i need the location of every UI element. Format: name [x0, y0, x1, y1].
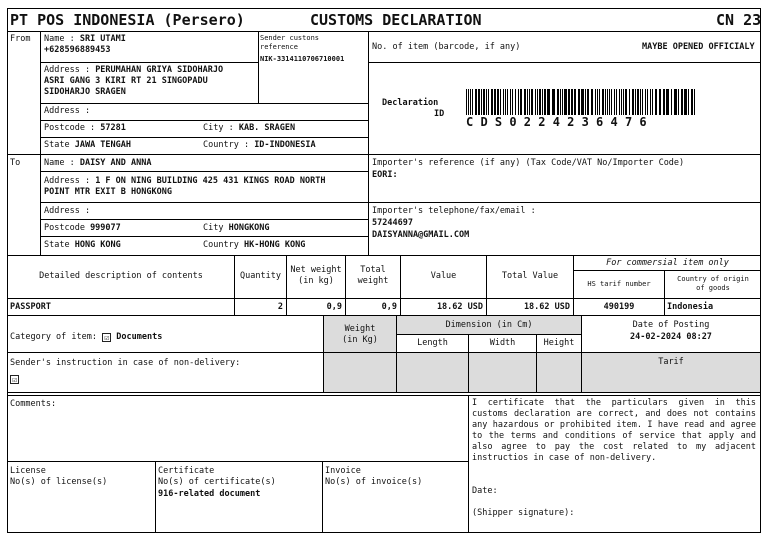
barcode-bar: [562, 89, 563, 115]
barcode-bar: [625, 89, 627, 115]
posting-date: 24-02-2024 08:27: [630, 332, 712, 342]
barcode-bar: [524, 89, 526, 115]
barcode-bar: [503, 89, 504, 115]
barcode-bar: [547, 89, 550, 115]
barcode-bar: [470, 89, 471, 115]
header-origin-2: of goods: [696, 284, 730, 292]
barcode-bar: [512, 89, 513, 115]
barcode-bar: [655, 89, 657, 115]
posting-label: Date of Posting: [632, 320, 710, 330]
company-name: PT POS INDONESIA (Persero): [10, 11, 245, 29]
barcode-bar: [552, 89, 555, 115]
barcode-bar: [666, 89, 669, 115]
barcode-bar: [518, 89, 519, 115]
divider: [7, 392, 761, 393]
length-cell-bg: [397, 352, 468, 392]
row-total-value: 18.62 USD: [523, 302, 570, 312]
header-total-weight: Total: [360, 265, 386, 275]
barcode-bar: [564, 89, 567, 115]
header-value: Value: [430, 271, 457, 281]
declaration-id-value: C D S 0 2 2 4 2 3 6 4 7 6: [466, 115, 647, 129]
barcode-bar: [629, 89, 630, 115]
barcode-bar: [529, 89, 530, 115]
table-header-bottom: [7, 298, 761, 299]
tarif-label: Tarif: [658, 357, 684, 367]
dimension-label: Dimension (in Cm): [445, 320, 533, 330]
barcode-bar: [491, 89, 493, 115]
barcode-bar: [478, 89, 480, 115]
divider: [7, 395, 761, 396]
recipient-city: City HONGKONG: [203, 223, 270, 233]
barcode-bar: [671, 89, 672, 115]
sender-city: City : KAB. SRAGEN: [203, 123, 296, 133]
barcode-bar: [678, 89, 679, 115]
opened-officially-note: MAYBE OPENED OFFICIALY: [642, 42, 755, 52]
barcode-bar: [602, 89, 604, 115]
certificate-number-label: No(s) of certificate(s): [158, 477, 276, 487]
width-cell-bg: [469, 352, 536, 392]
barcode-bar: [483, 89, 485, 115]
barcode-bar: [621, 89, 622, 115]
barcode-bar: [481, 89, 482, 115]
certificate-number-value: 916-related document: [158, 489, 261, 499]
certificate-label: Certificate: [158, 466, 215, 476]
divider: [7, 461, 468, 462]
barcode-bar: [691, 89, 693, 115]
invoice-label: Invoice: [325, 466, 361, 476]
documents-checkbox[interactable]: ☑: [102, 333, 111, 342]
height-label: Height: [543, 338, 575, 348]
header-origin: Country of origin: [677, 275, 749, 283]
recipient-country: Country HK-HONG KONG: [203, 240, 306, 250]
barcode-bar: [609, 89, 610, 115]
barcode-bar: [585, 89, 586, 115]
sender-address2-label: Address :: [44, 106, 91, 116]
sender-reference-label: Sender custons reference: [260, 34, 320, 51]
recipient-address-line2: POINT MTR EXIT B HONGKONG: [44, 187, 172, 197]
certification-text: I certificate that the particulars given in this customs declaration are correct, and does not contains any hazardous or prohibited item. I have read and agree to the terms and conditions of service that apply and also agree to pay the cost related to my adjacent instructios in case of non-delivery.: [472, 398, 756, 463]
barcode-bar: [616, 89, 617, 115]
divider: [40, 171, 368, 172]
barcode-bar: [574, 89, 576, 115]
barcode-bar: [578, 89, 580, 115]
divider: [40, 62, 258, 63]
non-delivery-checkbox-row: [10, 374, 19, 385]
barcode-bar: [571, 89, 573, 115]
barcode-bar: [652, 89, 653, 115]
invoice-number-label: No(s) of invoice(s): [325, 477, 423, 487]
divider: [40, 236, 368, 237]
barcode-bar: [647, 89, 648, 115]
category-field: Category of item: ☑ Documents: [10, 332, 163, 342]
barcode-bar: [520, 89, 522, 115]
barcode-bar: [515, 89, 516, 115]
barcode-bar: [505, 89, 506, 115]
row-quantity: 2: [277, 302, 283, 312]
divider: [7, 352, 761, 353]
barcode-bar: [637, 89, 639, 115]
divider: [40, 219, 368, 220]
recipient-state: State HONG KONG: [44, 240, 121, 250]
barcode-bar: [488, 89, 489, 115]
sender-address-line3: SIDOHARJO SRAGEN: [44, 87, 126, 97]
barcode-bar: [597, 89, 598, 115]
barcode-bar: [619, 89, 620, 115]
barcode-bar: [472, 89, 473, 115]
barcode-bar: [635, 89, 636, 115]
non-delivery-instruction-label: Sender's instruction in case of non-delivery:: [10, 358, 241, 368]
sender-country: Country : ID-INDONESIA: [203, 140, 316, 150]
barcode-bar: [539, 89, 541, 115]
barcode-bar: [623, 89, 624, 115]
row-total-weight: 0,9: [381, 302, 397, 312]
barcode-bar: [497, 89, 499, 115]
barcode-image: [466, 89, 698, 115]
barcode-bar: [632, 89, 634, 115]
recipient-name: Name : DAISY AND ANNA: [44, 158, 152, 168]
barcode-bar: [475, 89, 477, 115]
barcode-bar: [640, 89, 641, 115]
header-commercial: For commersial item only: [606, 258, 729, 268]
barcode-bar: [581, 89, 584, 115]
barcode-bar: [611, 89, 612, 115]
divider: [322, 461, 323, 533]
barcode-bar: [674, 89, 677, 115]
divider: [40, 137, 368, 138]
sender-postcode: Postcode : 57281: [44, 123, 126, 133]
sender-phone: +628596889453: [44, 45, 111, 55]
divider: [40, 103, 368, 104]
declaration-label: Declaration: [382, 98, 439, 108]
recipient-address2-label: Address :: [44, 206, 91, 216]
barcode-bar: [642, 89, 643, 115]
header-divider: [7, 31, 761, 32]
header-quantity: Quantity: [240, 271, 281, 281]
recipient-postcode: Postcode 999077: [44, 223, 121, 233]
license-number-label: No(s) of license(s): [10, 477, 108, 487]
barcode-bar: [650, 89, 651, 115]
row-net-weight: 0,9: [326, 302, 342, 312]
barcode-bar: [535, 89, 536, 115]
divider: [155, 461, 156, 533]
header-hs-tarif: HS tarif number: [587, 280, 651, 288]
barcode-bar: [510, 89, 511, 115]
sender-state: State JAWA TENGAH: [44, 140, 132, 150]
importer-contact-label: Importer's telephone/fax/email :: [372, 206, 536, 216]
eori-label: EORI:: [372, 170, 398, 180]
divider: [468, 395, 469, 533]
barcode-bar: [468, 89, 469, 115]
barcode-bar: [659, 89, 661, 115]
sender-name: Name : SRI UTAMI: [44, 34, 126, 44]
height-cell-bg: [537, 352, 581, 392]
barcode-bar: [486, 89, 487, 115]
weight-label: Weight: [344, 324, 376, 334]
certification-date-label: Date:: [472, 486, 498, 496]
divider: [368, 31, 369, 255]
barcode-bar: [614, 89, 615, 115]
form-code: CN 23: [716, 11, 762, 29]
barcode-bar: [537, 89, 538, 115]
barcode-bar: [544, 89, 546, 115]
comments-label: Comments:: [10, 399, 57, 409]
weight-unit: (in Kg): [342, 335, 378, 345]
row-hs-tarif: 490199: [603, 302, 635, 312]
width-label: Width: [489, 338, 516, 348]
barcode-bar: [560, 89, 561, 115]
importer-phone: 57244697: [372, 218, 413, 228]
barcode-bar: [684, 89, 687, 115]
divider: [40, 202, 761, 203]
sender-recipient-divider: [7, 154, 761, 155]
sender-reference-value: NIK-3314110706710001: [260, 55, 345, 63]
barcode-bar: [694, 89, 695, 115]
sender-address-line2: ASRI GANG 3 KIRI RT 21 SINGOPADU: [44, 76, 208, 86]
row-origin: Indonesia: [667, 302, 714, 312]
divider: [397, 334, 581, 335]
barcode-bar: [595, 89, 596, 115]
recipient-address: Address : 1 F ON NING BUILDING 425 431 KINGS ROAD NORTH: [44, 176, 326, 186]
barcode-bar: [531, 89, 533, 115]
importer-email: DAISYANNA@GMAIL.COM: [372, 230, 470, 240]
divider: [40, 120, 368, 121]
barcode-bar: [466, 89, 467, 115]
barcode-bar: [663, 89, 665, 115]
barcode-bar: [688, 89, 689, 115]
barcode-bar: [507, 89, 508, 115]
row-description: PASSPORT: [10, 302, 51, 312]
header-net-weight: Net weight: [290, 265, 342, 275]
barcode-bar: [587, 89, 589, 115]
divider: [368, 62, 761, 63]
barcode-bar: [605, 89, 606, 115]
header-total-weight-2: weight: [357, 276, 389, 286]
shipper-signature-label: (Shipper signature):: [472, 508, 575, 518]
license-label: License: [10, 466, 46, 476]
length-label: Length: [417, 338, 448, 348]
from-label: From: [10, 34, 31, 44]
divider: [40, 31, 41, 255]
header-total-value: Total Value: [501, 271, 559, 281]
divider: [573, 270, 761, 271]
barcode-bar: [645, 89, 646, 115]
header-description: Detailed description of contents: [39, 271, 203, 281]
barcode-bar: [568, 89, 570, 115]
item-number-label: No. of item (barcode, if any): [372, 42, 521, 52]
non-delivery-checkbox[interactable]: ☑: [10, 375, 19, 384]
barcode-bar: [591, 89, 593, 115]
barcode-bar: [500, 89, 501, 115]
barcode-bar: [527, 89, 528, 115]
sender-address: Address : PERUMAHAN GRIYA SIDOHARJO: [44, 65, 224, 75]
to-label: To: [10, 158, 21, 168]
barcode-bar: [681, 89, 683, 115]
importer-reference-label: Importer's reference (if any) (Tax Code/VAT No/Importer Code): [372, 158, 685, 168]
table-top-border: [7, 255, 761, 256]
divider: [258, 31, 259, 103]
barcode-bar: [557, 89, 559, 115]
barcode-bar: [494, 89, 496, 115]
row-value: 18.62 USD: [436, 302, 483, 312]
barcode-bar: [599, 89, 600, 115]
barcode-bar: [607, 89, 608, 115]
barcode-bar: [542, 89, 543, 115]
form-title: CUSTOMS DECLARATION: [310, 11, 482, 29]
header-net-weight-unit: (in kg): [298, 276, 334, 286]
declaration-id-label: ID: [434, 109, 445, 119]
